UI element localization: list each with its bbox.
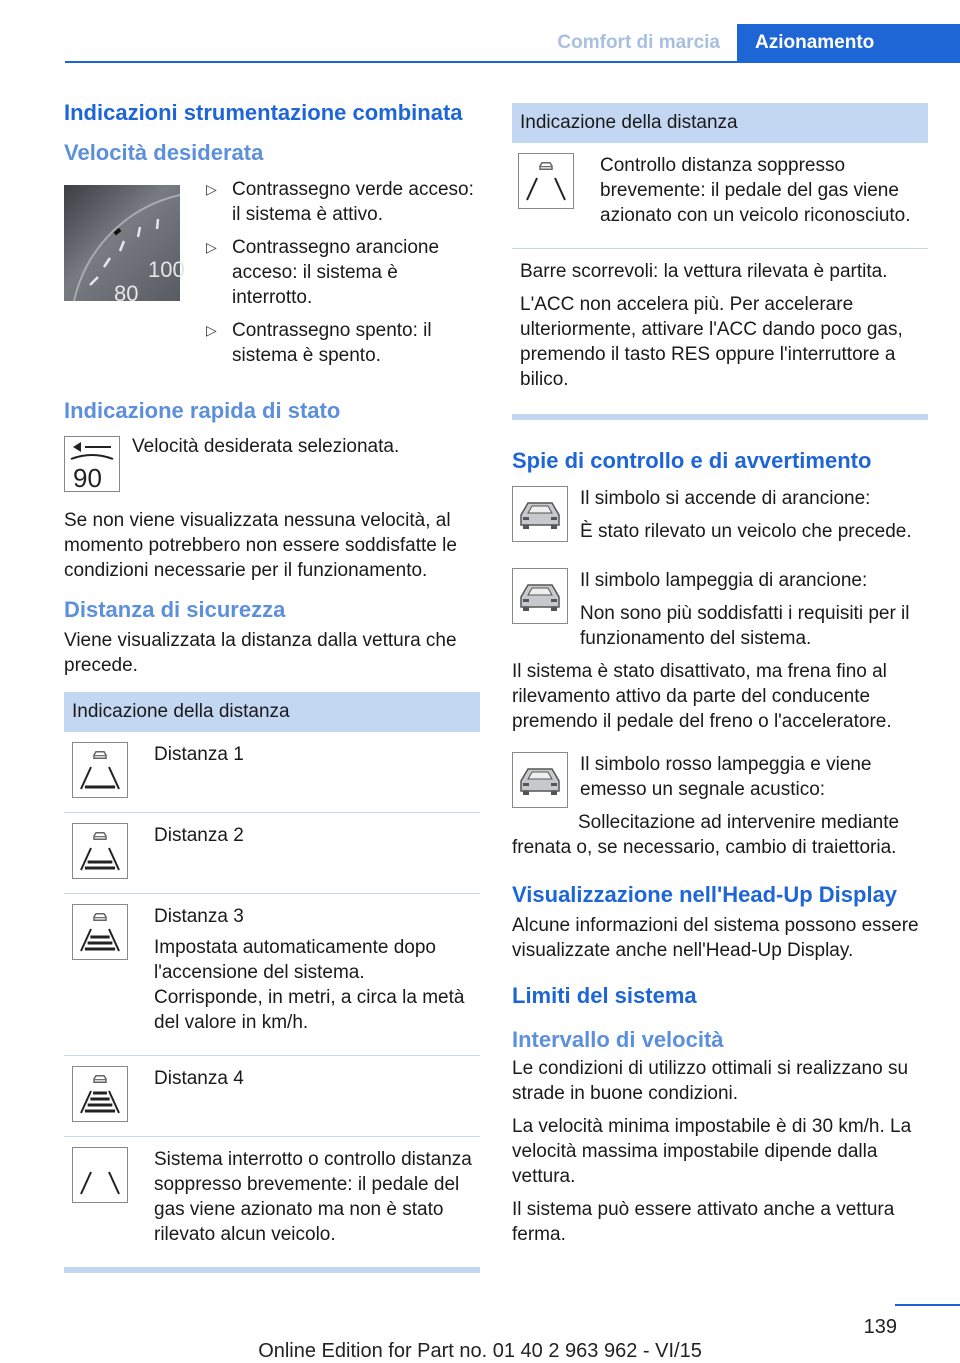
table-end-rule — [512, 414, 928, 420]
table-header: Indicazione della distanza — [64, 692, 480, 732]
right-column — [512, 103, 928, 1255]
bullet-marker-icon: ▷ — [206, 321, 217, 338]
header-rule — [65, 61, 960, 63]
intervallo-p1: Le condizioni di utilizzo ottimali si realizzano su strade in buone condizioni. — [512, 1057, 909, 1104]
speed-value-text: 90 — [73, 463, 102, 494]
table-end-rule — [64, 1267, 480, 1273]
distance-interrupted-icon — [72, 1147, 128, 1203]
bullet-item: ▷ Contrassegno arancione acceso: il sistema è interrotto. — [206, 236, 440, 308]
distance-table-continued — [512, 103, 928, 420]
table-row: Distanza 4 — [64, 1056, 480, 1137]
intervallo-p2: La velocità minima impostabile è di 30 km/h. La velocità massima impostabile dipende dalla vettura. — [512, 1115, 912, 1187]
footer-rule — [895, 1304, 960, 1306]
distanza-text: Viene visualizzata la distanza dalla vettura che precede. — [64, 629, 457, 676]
distance-suppressed-icon — [518, 153, 574, 209]
velocita-heading: Velocità desiderata — [64, 140, 264, 166]
status-bullets — [204, 177, 480, 376]
bullet-item: ▷ Contrassegno spento: il sistema è spento. — [206, 319, 432, 366]
gauge-label-100: 100 — [148, 256, 185, 282]
warning-item: Il simbolo si accende di arancione: È stato rilevato un veicolo che precede. — [512, 486, 928, 552]
limiti-heading: Limiti del sistema — [512, 982, 697, 1008]
distance-1-icon — [72, 742, 128, 798]
spie2-extra: Il sistema è stato disattivato, ma frena fino al rilevamento attivo da parte del conducente premendo il pedale del freno o l'acceleratore. — [512, 661, 892, 733]
bullet-marker-icon: ▷ — [206, 238, 217, 255]
distanza-heading: Distanza di sicurezza — [64, 597, 286, 623]
speedometer-image — [64, 185, 185, 306]
table-header: Indicazione della distanza — [512, 103, 928, 143]
intervallo-p3: Il sistema può essere attivato anche a vettura ferma. — [512, 1198, 895, 1245]
rapida-heading: Indicazione rapida di stato — [64, 397, 341, 423]
table-row: Distanza 3 Impostata automaticamente dopo l'accensione del sistema. Corrisponde, in metri, a circa la metà del valore in km/h. — [64, 894, 480, 1056]
distance-2-icon — [72, 823, 128, 879]
car-ahead-icon — [512, 752, 568, 808]
warning-item: Il simbolo lampeggia di arancione: Non sono più soddisfatti i requisiti per il funzionamento del sistema. — [512, 568, 928, 659]
page-number: 139 — [863, 1316, 897, 1338]
edition-line: Online Edition for Part no. 01 40 2 963 962 - VI/15 — [258, 1340, 702, 1362]
speed-limit-90-icon — [64, 436, 120, 492]
car-ahead-icon — [512, 568, 568, 624]
table-row: Controllo distanza soppresso brevemente: il pedale del gas viene azionato con un veicolo riconosciuto. — [512, 143, 928, 249]
table-row: Distanza 1 — [64, 732, 480, 813]
table-row: Sistema interrotto o controllo distanza soppresso brevemente: il pedale del gas viene azionato ma non è stato rilevato alcun veicolo. — [64, 1137, 480, 1267]
left-column — [64, 100, 480, 1273]
hud-text: Alcune informazioni del sistema possono essere visualizzate anche nell'Head-Up Display. — [512, 914, 919, 961]
distance-4-icon — [72, 1066, 128, 1122]
section-title: Indicazioni strumentazione combinata — [64, 100, 463, 125]
bullet-item: ▷ Contrassegno verde acceso: il sistema è attivo. — [206, 178, 474, 225]
rapida-text: Velocità desiderata selezionata. — [132, 436, 400, 458]
gauge-label-80: 80 — [114, 280, 139, 306]
car-ahead-icon — [512, 486, 568, 542]
table-row: Barre scorrevoli: la vettura rilevata è partita. L'ACC non accelera più. Per accelerare ulteriormente, attivare l'ACC dando poco gas, premendo il tasto RES oppure l'interruttore a bilico. — [520, 261, 903, 390]
spie3-extra: Sollecitazione ad intervenire mediante frenata o, se necessario, cambio di traiettoria. — [512, 812, 900, 859]
distance-table — [64, 692, 480, 1273]
bullet-marker-icon: ▷ — [206, 180, 217, 197]
rapida-note: Se non viene visualizzata nessuna velocità, al momento potrebbero non essere soddisfatte le condizioni necessarie per il funzionamento. — [64, 510, 457, 582]
intervallo-heading: Intervallo di velocità — [512, 1027, 724, 1053]
distance-3-icon — [72, 904, 128, 960]
hud-heading: Visualizzazione nell'Head-Up Display — [512, 882, 898, 908]
section-breadcrumb: Comfort di marcia — [557, 32, 720, 53]
chapter-tab: Azionamento — [737, 24, 960, 62]
warning-item: Il simbolo rosso lampeggia e viene emesso un segnale acustico: — [512, 752, 928, 810]
page-header — [65, 24, 960, 62]
spie-heading: Spie di controllo e di avvertimento — [512, 448, 872, 473]
table-row: Distanza 2 — [64, 813, 480, 894]
